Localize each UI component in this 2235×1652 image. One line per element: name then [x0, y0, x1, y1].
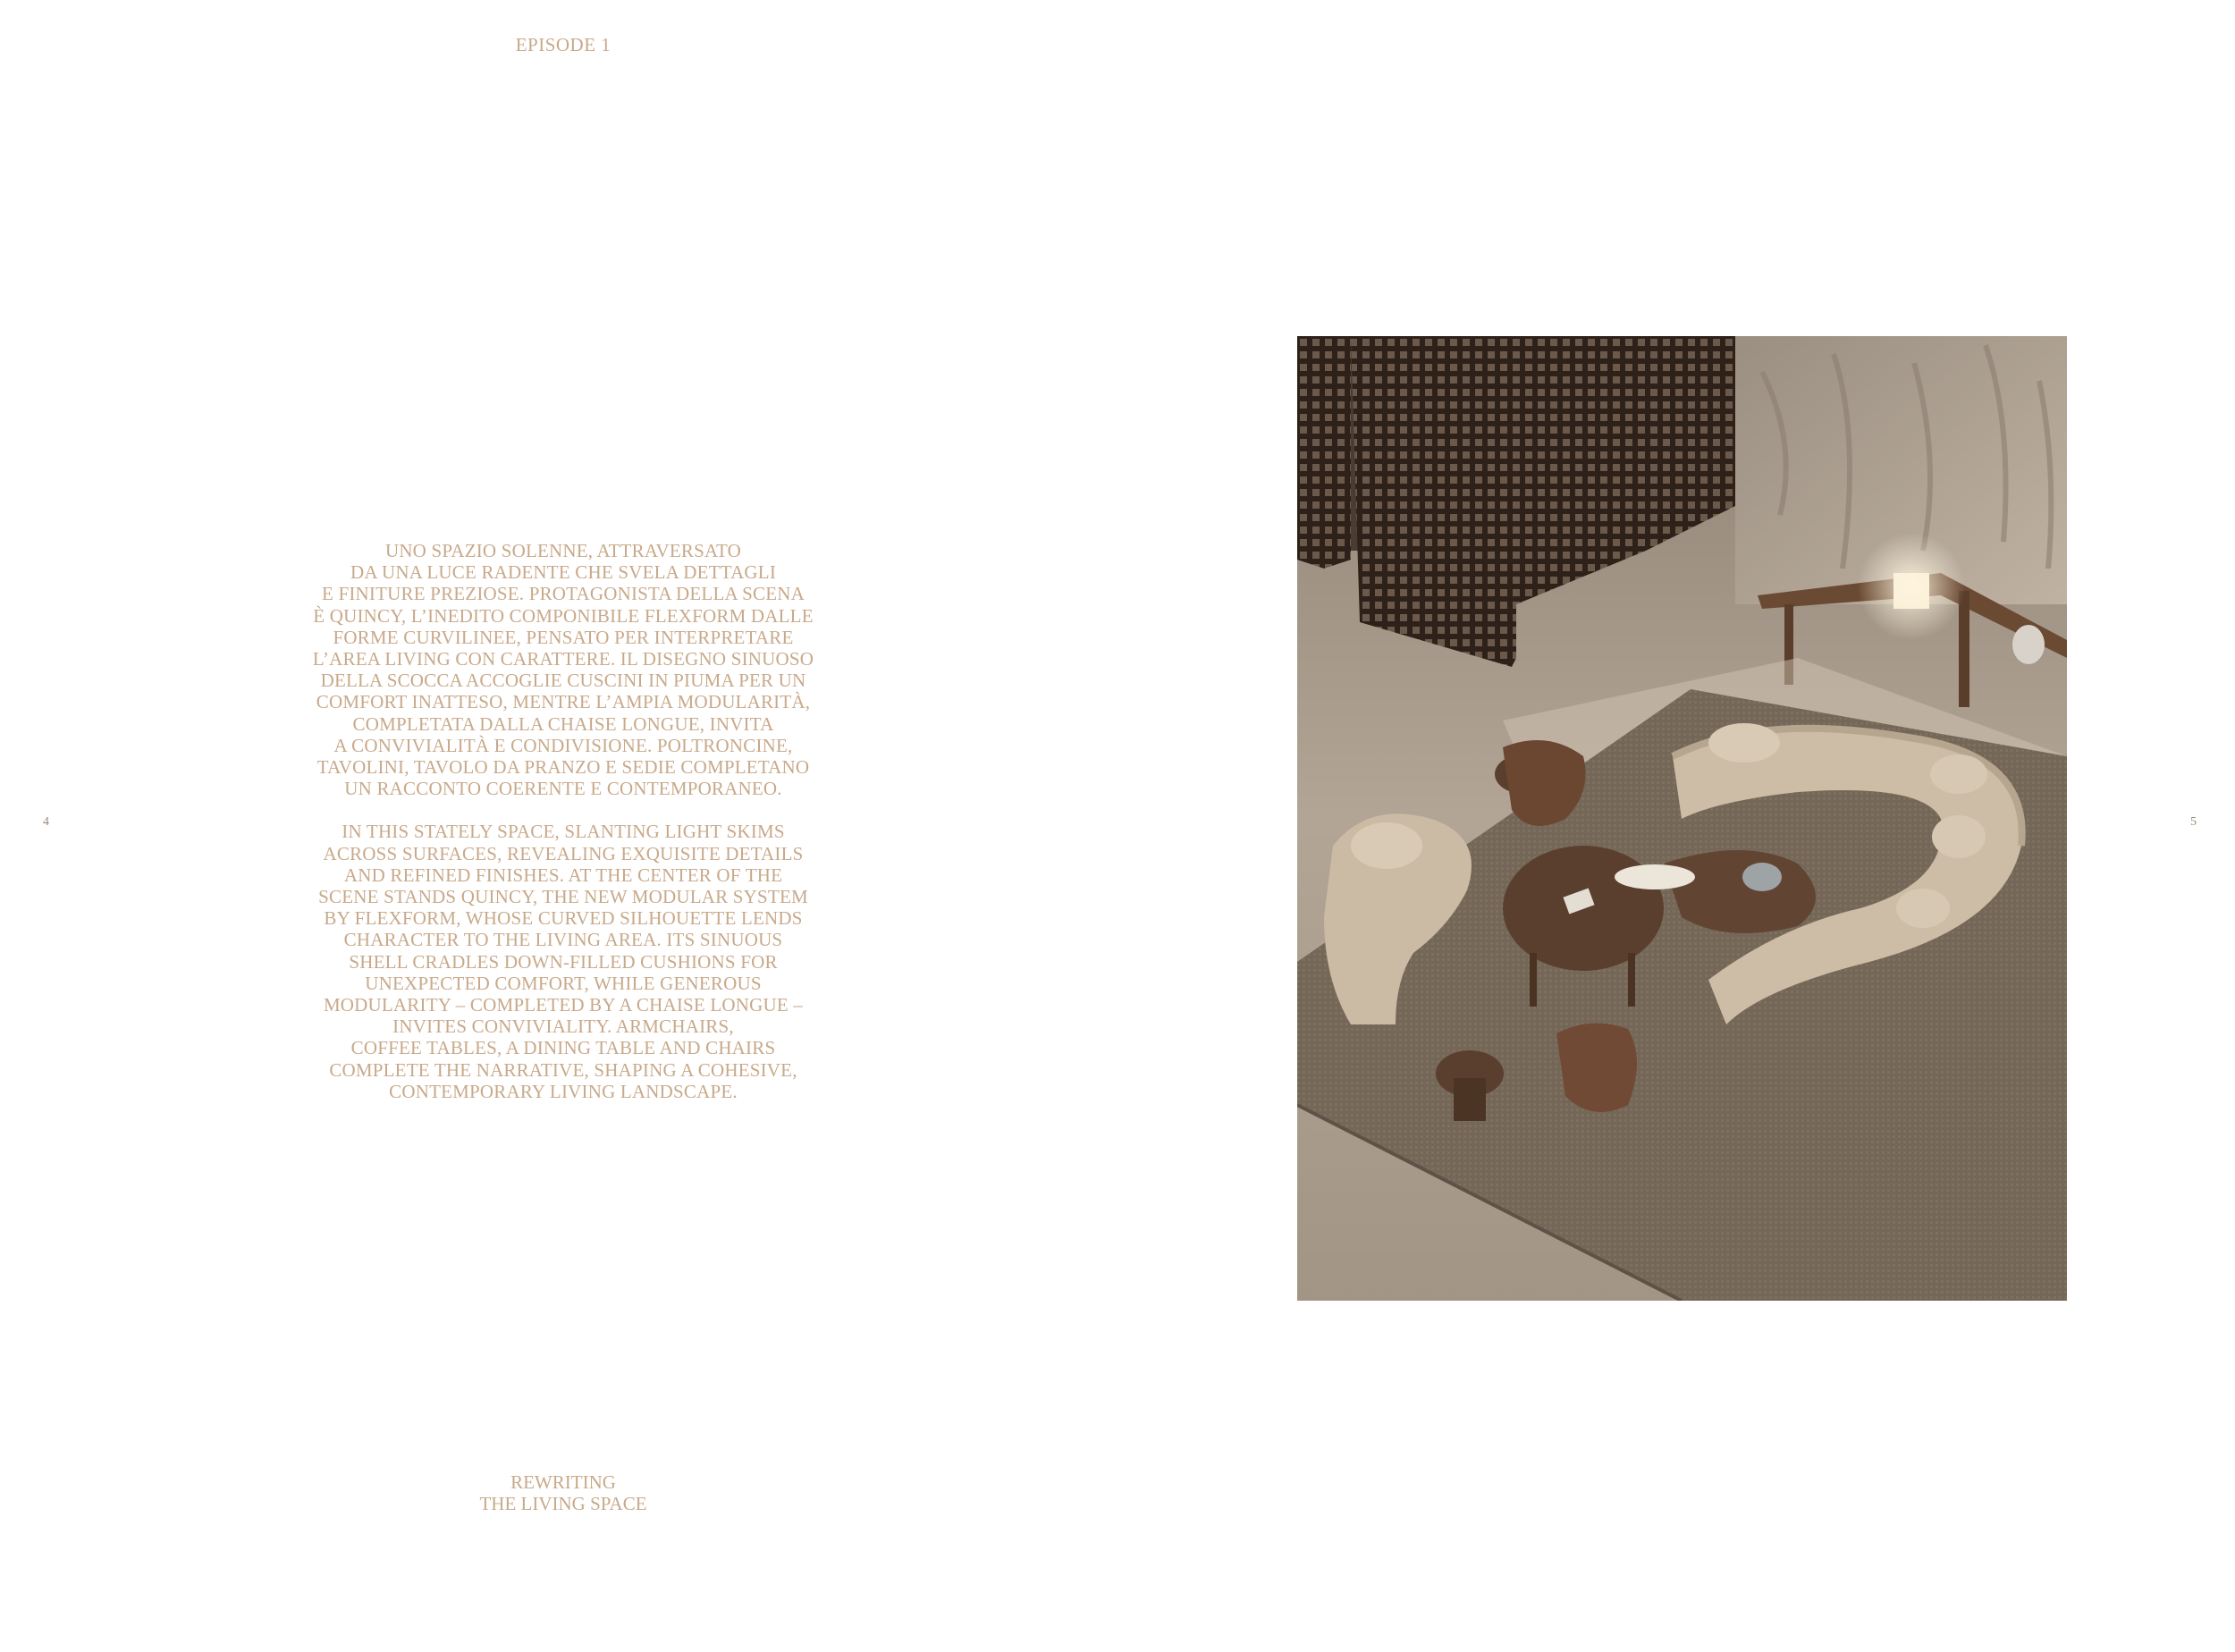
paragraph-gap [268, 799, 858, 821]
text-line: SCENE STANDS QUINCY, THE NEW MODULAR SYSTEM [318, 886, 808, 908]
text-line: BY FLEXFORM, WHOSE CURVED SILHOUETTE LENDS [324, 907, 803, 930]
page-number-right: 5 [2190, 815, 2197, 829]
text-line: CHARACTER TO THE LIVING AREA. ITS SINUOUS [343, 929, 783, 951]
text-line: UNO SPAZIO SOLENNE, ATTRAVERSATO [384, 540, 742, 561]
section-title-line-1: REWRITING [510, 1471, 616, 1493]
text-line: UNEXPECTED COMFORT, WHILE GENEROUS [365, 972, 762, 994]
text-line: FORME CURVILINEE, PENSATO PER INTERPRETARE [333, 626, 794, 648]
text-line: DA UNA LUCE RADENTE CHE SVELA DETTAGLI [350, 561, 777, 584]
text-line: DELLA SCOCCA ACCOGLIE CUSCINI IN PIUMA PER UN [320, 670, 806, 692]
text-line: COMPLETATA DALLA CHAISE LONGUE, INVITA [352, 712, 774, 735]
text-line: INVITES CONVIVIALITY. ARMCHAIRS, [392, 1016, 734, 1038]
living-room-illustration [1297, 336, 2067, 1301]
text-line: L’AREA LIVING CON CARATTERE. IL DISEGNO SINUOSO [312, 648, 814, 670]
text-line: AND REFINED FINISHES. AT THE CENTER OF THE [343, 864, 783, 886]
text-line: COFFEE TABLES, A DINING TABLE AND CHAIRS [350, 1037, 776, 1059]
page-number-left: 4 [43, 815, 49, 829]
section-title [384, 1471, 742, 1514]
section-title-line-2: THE LIVING SPACE [479, 1493, 647, 1514]
text-line: È QUINCY, L’INEDITO COMPONIBILE FLEXFORM DALLE [313, 604, 814, 627]
living-room-photo [1297, 336, 2067, 1301]
text-line: ACROSS SURFACES, REVEALING EXQUISITE DETAILS [323, 842, 804, 864]
text-line: SHELL CRADLES DOWN-FILLED CUSHIONS FOR [349, 950, 778, 973]
text-line: COMFORT INATTESO, MENTRE L’AMPIA MODULARITÀ, [316, 691, 811, 713]
italian-paragraph [268, 540, 858, 799]
text-line: COMPLETE THE NARRATIVE, SHAPING A COHESIVE, [329, 1058, 797, 1081]
english-paragraph [268, 821, 858, 1102]
text-line: IN THIS STATELY SPACE, SLANTING LIGHT SKIMS [342, 821, 785, 843]
text-line: A CONVIVIALITÀ E CONDIVISIONE. POLTRONCINE, [333, 734, 793, 756]
text-line: UN RACCONTO COERENTE E CONTEMPORANEO. [344, 778, 782, 800]
text-line: E FINITURE PREZIOSE. PROTAGONISTA DELLA SCENA [322, 583, 805, 605]
text-line: MODULARITY – COMPLETED BY A CHAISE LONGUE – [323, 994, 804, 1016]
body-text [268, 540, 858, 1102]
text-line: CONTEMPORARY LIVING LANDSCAPE. [389, 1080, 738, 1102]
episode-label: EPISODE 1 [515, 34, 611, 55]
text-line: TAVOLINI, TAVOLO DA PRANZO E SEDIE COMPLETANO [316, 756, 810, 779]
